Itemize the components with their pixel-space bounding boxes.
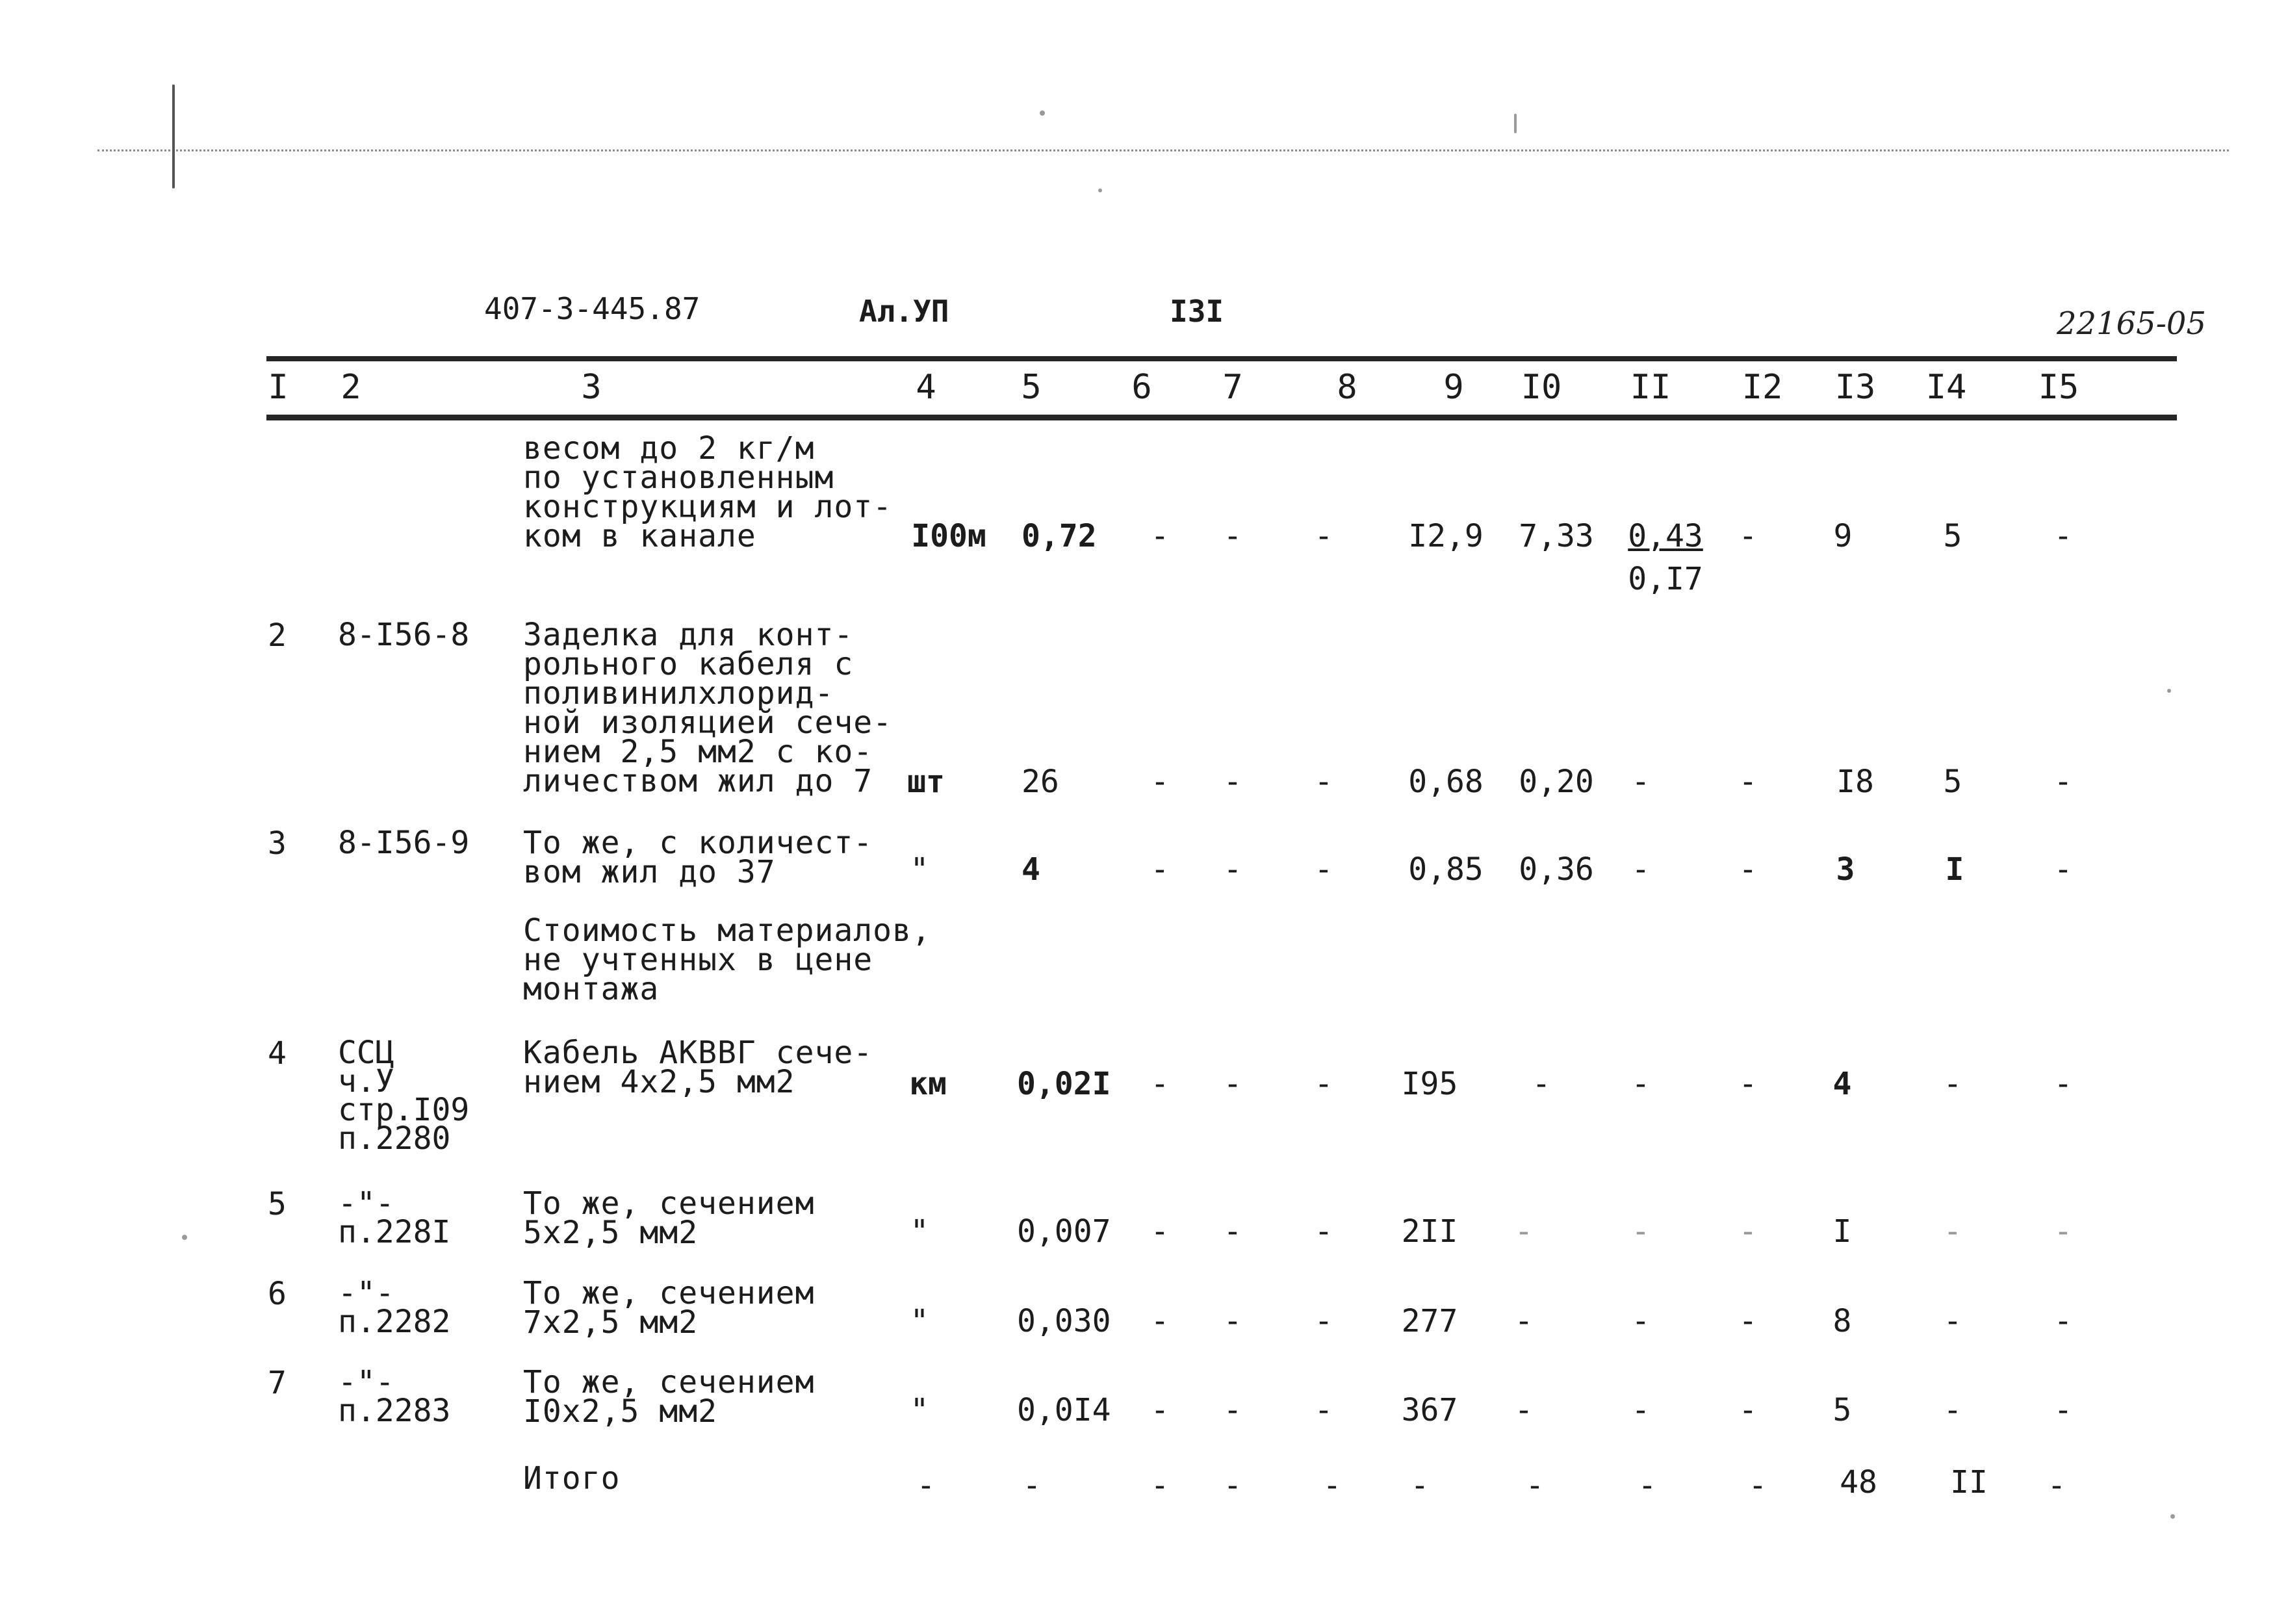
desc-line: Кабель АКВВГ сече- — [523, 1035, 873, 1071]
row-col6: - — [1150, 1303, 1170, 1339]
desc-line: I0х2,5 мм2 — [523, 1393, 717, 1430]
row-unit: - — [916, 1467, 936, 1504]
code-line: ч.У — [338, 1063, 394, 1100]
row-col6: - — [1150, 1392, 1170, 1428]
row-description — [523, 1275, 815, 1341]
row-col11: - — [1631, 851, 1651, 888]
row-col11: - — [1631, 1066, 1651, 1102]
row-qty: 0,72 — [1022, 518, 1097, 554]
row-col8: - — [1314, 1066, 1333, 1102]
row-col11: 0,43 — [1628, 518, 1703, 554]
row-col12: - — [1738, 1213, 1758, 1250]
row-col9: - — [1410, 1467, 1430, 1504]
row-col7: - — [1223, 1066, 1242, 1102]
scan-speck — [2170, 1514, 2175, 1519]
row-col10: - — [1525, 1467, 1545, 1504]
desc-line: нием 2,5 мм2 с ко- — [523, 734, 873, 770]
row-number: 3 — [268, 825, 287, 862]
total-label: Итого — [523, 1460, 621, 1497]
col-num-15: I5 — [2038, 368, 2079, 407]
total-col13: 48 — [1840, 1464, 1877, 1501]
col-num-10: I0 — [1521, 368, 1562, 407]
desc-line: монтажа — [523, 971, 660, 1007]
row-unit: " — [910, 851, 929, 888]
desc-line: личеством жил до 7 — [523, 763, 873, 799]
row-col10: 0,20 — [1519, 764, 1594, 800]
row-col6: - — [1150, 518, 1170, 554]
row-col6: - — [1150, 1066, 1170, 1102]
col-num-5: 5 — [1021, 368, 1042, 407]
row-unit: " — [910, 1213, 929, 1250]
code-line: 8-I56-9 — [338, 825, 470, 861]
row-col7: - — [1223, 851, 1242, 888]
row-col8: - — [1314, 518, 1333, 554]
desc-line: вом жил до 37 — [523, 854, 776, 890]
row-col13: I8 — [1836, 764, 1874, 800]
scan-speck — [1040, 110, 1045, 116]
row-col14: 5 — [1943, 764, 1962, 800]
code-line: 8-I56-8 — [338, 617, 470, 653]
code-line: -"- — [338, 1275, 394, 1311]
row-col12: - — [1748, 1467, 1767, 1504]
row-col9: 0,85 — [1408, 851, 1484, 888]
row-qty: - — [1022, 1467, 1042, 1504]
row-qty: 4 — [1022, 851, 1040, 888]
row-col15: - — [2053, 1303, 2073, 1339]
col-num-9: 9 — [1443, 368, 1464, 407]
row-code — [338, 1364, 451, 1429]
page-number: I3I — [1170, 294, 1224, 329]
desc-line: Стоимость материалов, — [523, 912, 931, 949]
row-col12: - — [1738, 851, 1758, 888]
row-code — [338, 1275, 451, 1340]
col-num-6: 6 — [1131, 368, 1152, 407]
row-description — [523, 1185, 815, 1251]
row-qty: 0,0I4 — [1017, 1392, 1111, 1428]
row-col15: - — [2053, 518, 2073, 554]
desc-line: нием 4х2,5 мм2 — [523, 1064, 795, 1100]
scan-mark — [172, 84, 175, 188]
row-col10: - — [1532, 1066, 1551, 1102]
desc-line: То же, сечением — [523, 1185, 815, 1222]
row-qty: 0,007 — [1017, 1213, 1111, 1250]
col-num-8: 8 — [1337, 368, 1357, 407]
row-unit: " — [910, 1303, 929, 1339]
code-line: п.2282 — [338, 1304, 451, 1340]
row-col9: 367 — [1401, 1392, 1458, 1428]
row-col9: I2,9 — [1408, 518, 1484, 554]
desc-line: То же, с количест- — [523, 825, 873, 861]
row-description — [523, 430, 893, 554]
row-description — [523, 912, 931, 1007]
row-col14: I — [1945, 851, 1964, 888]
desc-line: ком в канале — [523, 518, 756, 554]
row-col9: 277 — [1401, 1303, 1458, 1339]
row-col9: 0,68 — [1408, 764, 1484, 800]
row-number: 2 — [268, 617, 287, 654]
row-col7: - — [1223, 764, 1242, 800]
row-unit: " — [910, 1392, 929, 1428]
row-col6: - — [1150, 1467, 1170, 1504]
code-line: ССЦ — [338, 1035, 394, 1071]
row-number: 5 — [268, 1186, 287, 1222]
row-col10: - — [1514, 1213, 1534, 1250]
row-number: 7 — [268, 1365, 287, 1401]
row-col13: 9 — [1833, 518, 1853, 554]
row-number: 6 — [268, 1276, 287, 1312]
row-col8: - — [1314, 1213, 1333, 1250]
row-col11: - — [1631, 1303, 1651, 1339]
row-unit: шт — [907, 764, 945, 800]
row-col11: - — [1631, 1392, 1651, 1428]
row-description — [523, 825, 873, 890]
total-col14: II — [1950, 1464, 1988, 1501]
row-col12: - — [1738, 764, 1758, 800]
col-num-3: 3 — [581, 368, 602, 407]
row-qty: 0,02I — [1017, 1066, 1111, 1102]
row-qty: 0,030 — [1017, 1303, 1111, 1339]
row-col11: - — [1638, 1467, 1657, 1504]
row-col13: 8 — [1832, 1303, 1852, 1339]
col-num-7: 7 — [1222, 368, 1243, 407]
row-col8: - — [1322, 1467, 1342, 1504]
top-rule — [266, 356, 2177, 361]
row-col13: I — [1832, 1213, 1852, 1250]
code-line: -"- — [338, 1364, 394, 1400]
col-num-12: I2 — [1742, 368, 1783, 407]
row-col14: - — [1943, 1066, 1962, 1102]
row-description — [523, 1364, 815, 1430]
row-col15: - — [2047, 1467, 2066, 1504]
col-num-13: I3 — [1834, 368, 1876, 407]
row-col13: 5 — [1832, 1392, 1852, 1428]
col-num-2: 2 — [341, 368, 361, 407]
row-col15: - — [2053, 1066, 2073, 1102]
row-col13: 3 — [1836, 851, 1855, 888]
row-col12: - — [1738, 1392, 1758, 1428]
scan-speck — [1514, 114, 1517, 133]
row-code — [338, 825, 470, 861]
row-code — [338, 1185, 451, 1250]
scan-dotted-line — [97, 149, 2229, 151]
desc-line: рольного кабеля с — [523, 646, 854, 682]
row-col10: - — [1514, 1392, 1534, 1428]
scan-speck — [182, 1235, 187, 1240]
row-col7: - — [1223, 1213, 1242, 1250]
code-line: п.2283 — [338, 1393, 451, 1429]
desc-line: поливинилхлорид- — [523, 675, 834, 712]
row-number: 4 — [268, 1035, 287, 1072]
row-col15: - — [2053, 764, 2073, 800]
row-unit: I00м — [911, 518, 986, 554]
row-col12: - — [1738, 518, 1758, 554]
row-col15: - — [2053, 851, 2073, 888]
code-line: стр.I09 — [338, 1092, 470, 1128]
scan-speck — [2167, 689, 2171, 693]
row-qty: 26 — [1022, 764, 1059, 800]
code-line: -"- — [338, 1185, 394, 1222]
header-bottom-rule — [266, 415, 2177, 420]
col-num-11: II — [1630, 368, 1671, 407]
row-col11-sub: 0,I7 — [1628, 561, 1703, 597]
desc-line: 7х2,5 мм2 — [523, 1304, 699, 1341]
album-label: Ал.УП — [859, 294, 949, 329]
row-col6: - — [1150, 1213, 1170, 1250]
row-col7: - — [1223, 1392, 1242, 1428]
row-col15: - — [2053, 1213, 2073, 1250]
row-col13: 4 — [1832, 1066, 1852, 1102]
row-col6: - — [1150, 851, 1170, 888]
desc-line: весом до 2 кг/м — [523, 430, 815, 467]
doc-code: 407-3-445.87 — [484, 291, 701, 326]
row-col14: 5 — [1943, 518, 1962, 554]
row-col7: - — [1223, 1467, 1242, 1504]
desc-line: ной изоляцией сече- — [523, 704, 893, 741]
row-col10: 0,36 — [1519, 851, 1594, 888]
row-description — [523, 617, 893, 799]
row-col14: - — [1943, 1303, 1962, 1339]
row-col6: - — [1150, 764, 1170, 800]
row-col8: - — [1314, 1303, 1333, 1339]
row-col8: - — [1314, 1392, 1333, 1428]
code-line: п.2280 — [338, 1120, 451, 1157]
desc-line: Заделка для конт- — [523, 617, 854, 653]
row-col11: - — [1631, 1213, 1651, 1250]
row-col12: - — [1738, 1066, 1758, 1102]
row-col14: - — [1943, 1392, 1962, 1428]
desc-line: То же, сечением — [523, 1275, 815, 1311]
desc-line: 5х2,5 мм2 — [523, 1215, 699, 1251]
col-num-1: I — [268, 368, 289, 407]
desc-line: конструкциям и лот- — [523, 489, 893, 525]
desc-line: То же, сечением — [523, 1364, 815, 1400]
row-col9: 2II — [1401, 1213, 1458, 1250]
row-unit: км — [909, 1066, 947, 1102]
row-col10: 7,33 — [1519, 518, 1594, 554]
ref-number-handwritten: 22165-05 — [2057, 305, 2206, 342]
row-col10: - — [1514, 1303, 1534, 1339]
scan-speck — [1098, 188, 1102, 192]
row-col11: - — [1631, 764, 1651, 800]
row-col9: I95 — [1401, 1066, 1458, 1102]
row-col8: - — [1314, 851, 1333, 888]
row-col7: - — [1223, 518, 1242, 554]
row-code — [338, 1035, 470, 1157]
col-num-14: I4 — [1925, 368, 1967, 407]
row-code — [338, 617, 470, 653]
desc-line: по установленным — [523, 459, 834, 496]
row-col14: - — [1943, 1213, 1962, 1250]
code-line: п.228I — [338, 1214, 451, 1250]
row-col15: - — [2053, 1392, 2073, 1428]
row-col7: - — [1223, 1303, 1242, 1339]
col-num-4: 4 — [916, 368, 936, 407]
row-col8: - — [1314, 764, 1333, 800]
desc-line: не учтенных в цене — [523, 942, 873, 978]
row-col12: - — [1738, 1303, 1758, 1339]
row-description — [523, 1035, 873, 1100]
